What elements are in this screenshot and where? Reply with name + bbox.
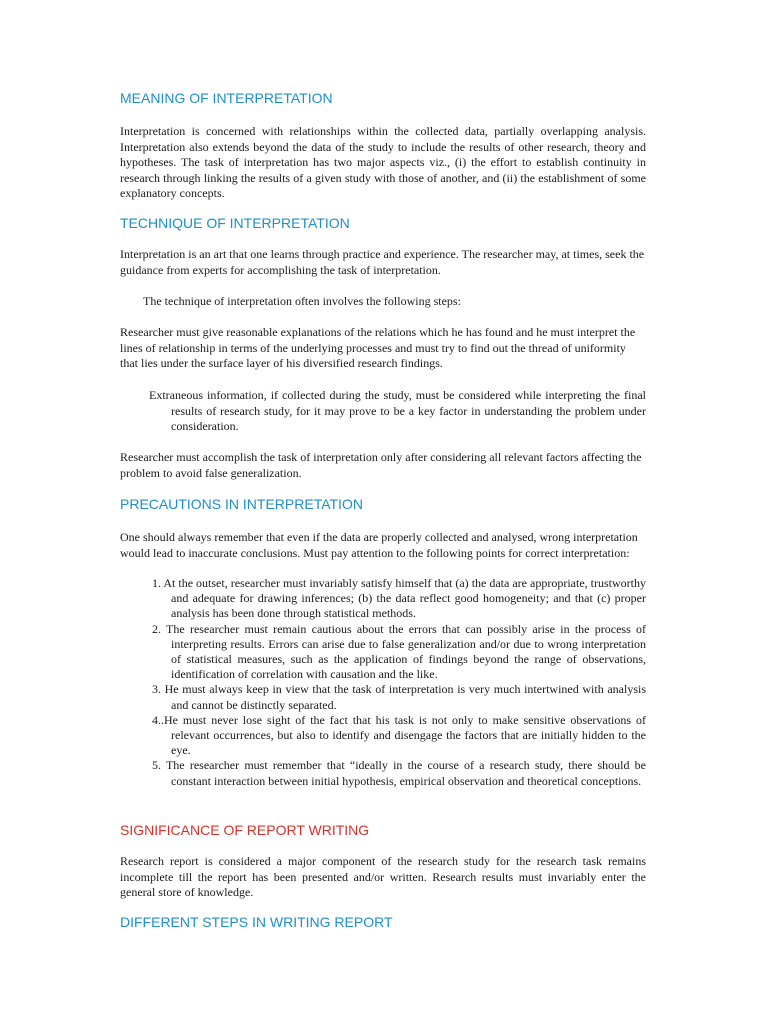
list-item: 4..He must never lose sight of the fact that his task is not only to make sensitive observations of relevant occurrences, but also to identify and disengage the factors that are initially hidden to the eye. xyxy=(152,712,646,758)
heading-precautions-in-interpretation: PRECAUTIONS IN INTERPRETATION xyxy=(120,496,363,512)
list-item: 3. He must always keep in view that the task of interpretation is very much intertwined with analysis and cannot be distinctly separated. xyxy=(152,682,646,712)
precautions-list xyxy=(152,576,646,789)
heading-meaning-of-interpretation: MEANING OF INTERPRETATION xyxy=(120,90,333,106)
paragraph-meaning: Interpretation is concerned with relationships within the collected data, partially overlapping analysis. Interpretation also extends beyond the data of the study to include the results of other research, theory and hypotheses. The task of interpretation has two major aspects viz., (i) the effort to establish continuity in research through linking the results of a given study with those of another, and (ii) the establishment of some explanatory concepts. xyxy=(120,124,646,200)
list-item: 5. The researcher must remember that “ideally in the course of a research study, there should be constant interaction between initial hypothesis, empirical observation and theoretical conceptions. xyxy=(152,758,646,788)
list-item: 1. At the outset, researcher must invariably satisfy himself that (a) the data are appropriate, trustworthy and adequate for drawing inferences; (b) the data reflect good homogeneity; and that (c) proper analysis has been done through statistical methods. xyxy=(152,576,646,621)
paragraph-precautions-intro: One should always remember that even if the data are properly collected and analysed, wrong interpretation would lead to inaccurate conclusions. Must pay attention to the following points for correct interpretation: xyxy=(120,530,638,560)
heading-technique-of-interpretation: TECHNIQUE OF INTERPRETATION xyxy=(120,215,350,231)
paragraph-avoid-false-generalization: Researcher must accomplish the task of interpretation only after considering all relevant factors affecting the problem to avoid false generalization. xyxy=(120,450,642,480)
heading-different-steps-in-writing-report: DIFFERENT STEPS IN WRITING REPORT xyxy=(120,914,393,930)
paragraph-technique-intro: Interpretation is an art that one learns through practice and experience. The researcher may, at times, seek the guidance from experts for accomplishing the task of interpretation. xyxy=(120,247,645,277)
paragraph-reasonable-explanations: Researcher must give reasonable explanations of the relations which he has found and he must interpret the lines of relationship in terms of the underlying processes and must try to find out the thread of uniformity that lies under the surface layer of his diversified research findings. xyxy=(120,325,636,370)
list-item: 2. The researcher must remain cautious about the errors that can possibly arise in the process of interpreting results. Errors can arise due to false generalization and/or due to wrong interpretation of statistical measures, such as the application of findings beyond the range of observations, identification of correlation with causation and the like. xyxy=(152,621,646,682)
paragraph-significance: Research report is considered a major component of the research study for the research task remains incomplete till the report has been presented and/or written. Research results must invariably enter the general store of knowledge. xyxy=(120,854,646,899)
paragraph-steps-intro: The technique of interpretation often involves the following steps: xyxy=(143,294,461,308)
heading-significance-of-report-writing: SIGNIFICANCE OF REPORT WRITING xyxy=(120,822,370,838)
paragraph-extraneous-information: Extraneous information, if collected during the study, must be considered while interpreting the final results of research study, for it may prove to be a key factor in understanding the problem under consideration. xyxy=(149,388,646,433)
